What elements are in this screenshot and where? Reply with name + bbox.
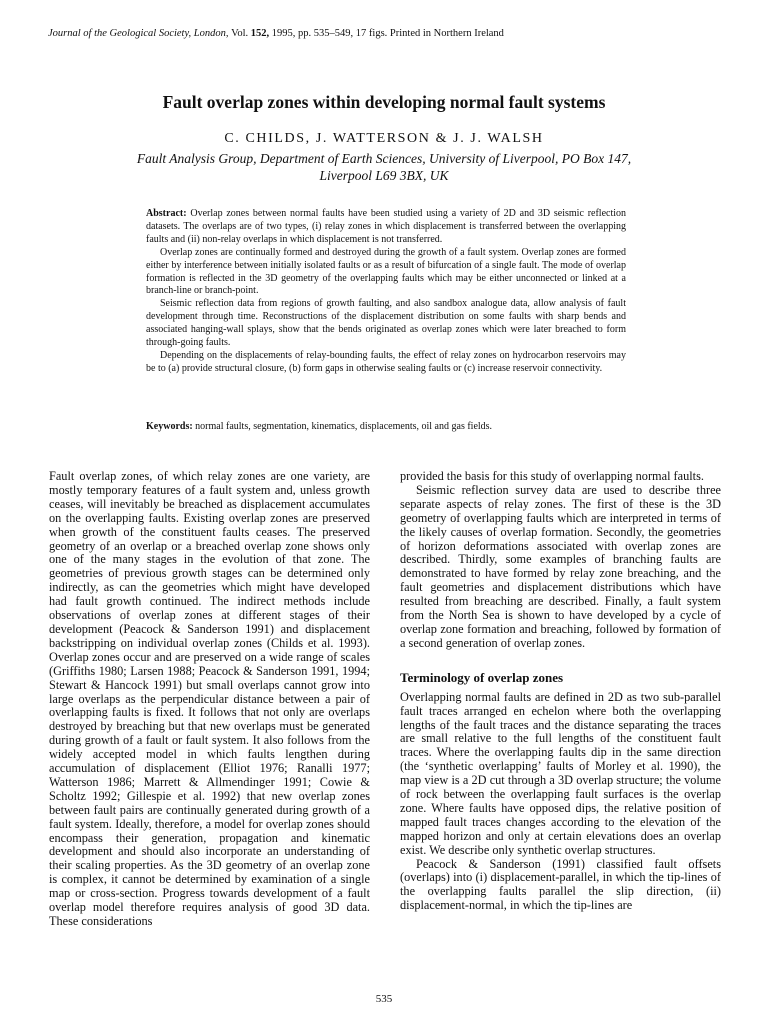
abstract-text-1: Overlap zones between normal faults have been studied using a variety of 2D and 3D seismic reflection datasets. The overlaps are of two types, (i) relay zones in which displacement is transferred between the overlapping faults and (ii) non-relay overlaps in which displacement is not transferred. bbox=[146, 208, 627, 245]
abstract-paragraph-3: Seismic reflection data from regions of growth faulting, and also sandbox analogue data, allow analysis of fault development through time. Reconstructions of the displacement distribution on some faults with sharp bends and associated hanging-wall splays, show that the bends originated as overlap zones which were later breached to form through-going faults. bbox=[146, 298, 626, 349]
terminology-paragraph-2: Peacock & Sanderson (1991) classified fault offsets (overlaps) into (i) displacement-parallel, in which the tip-lines of the overlapping faults parallel the slip direction, (ii) displacement-normal, in which the tip-lines are bbox=[400, 856, 721, 913]
abstract-label: Abstract: bbox=[146, 208, 187, 219]
affiliation-line-1: Fault Analysis Group, Department of Earth Sciences, University of Liverpool, PO Box 147, bbox=[136, 151, 632, 166]
body-column-right bbox=[400, 470, 721, 913]
keywords bbox=[146, 420, 626, 433]
abstract-paragraph-4: Depending on the displacements of relay-bounding faults, the effect of relay zones on hydrocarbon reservoirs may be to (a) provide structural closure, (b) form gaps in otherwise sealing faults or (c) increase reservoir connectivity. bbox=[146, 349, 626, 374]
keywords-label: Keywords: bbox=[146, 421, 193, 432]
keywords-text: normal faults, segmentation, kinematics, displacements, oil and gas fields. bbox=[195, 421, 493, 432]
affiliation-line-2: Liverpool L69 3BX, UK bbox=[319, 168, 449, 183]
page-number: 535 bbox=[375, 993, 393, 1005]
intro-paragraph: Fault overlap zones, of which relay zones are one variety, are mostly temporary features of a fault system and, unless growth ceases, will inevitably be breached as displacement accumulates on the overlapping faults. Existing overlap zones are preserved when growth of the constituent faults ceases. The preserved geometry of an overlap or a breached overlap zone shows only one of the many stages in the evolution of that zone. The geometries of previous growth stages can be determined only indirectly, as can the geometries which might have developed had fault growth continued. The indirect methods include observations of overlap zones at different stages of their development (Peacock & Sanderson 1991) and displacement backstripping on individual overlap zones (Childs et al. 1993). Overlap zones occur and are preserved on a wide range of scales (Griffiths 1980; Larsen 1988; Peacock & Sanderson 1991, 1994; Stewart & Hancock 1991) but small overlaps cannot grow into large overlaps as the perpendicular distance between a pair of overlapping faults is fixed. It follows that not only are overlaps destroyed by breaching but that new overlaps must be generated during growth of a fault or fault system. It also follows from the widely accepted model in which faults lengthen during accumulation of displacement (Elliot 1976; Ranalli 1977; Watterson 1986; Marrett & Allmendinger 1991; Cowie & Scholtz 1992; Gillespie et al. 1992) that new overlap zones between fault pairs are continually generated during growth of a fault system. Ideally, therefore, a model for overlap zones should encompass their generation, propagation and kinematic development and should also incorporate an understanding of their scaling properties. As the 3D geometry of an overlap zone is complex, it cannot be determined by examination of a single map or cross-section. Progress towards development of a fault overlap model therefore requires analysis of good 3D data. These considerations bbox=[49, 469, 370, 928]
author-list: C. CHILDS, J. WATTERSON & J. J. WALSH bbox=[224, 131, 544, 146]
journal-name: Journal of the Geological Society, London, bbox=[48, 28, 229, 39]
volume-number: 152, bbox=[250, 28, 270, 39]
body-column-left bbox=[49, 470, 370, 929]
section-heading: Terminology of overlap zones bbox=[400, 669, 564, 685]
affiliation bbox=[0, 150, 768, 184]
intro-continuation: provided the basis for this study of overlapping normal faults. bbox=[400, 469, 704, 483]
abstract bbox=[146, 208, 626, 376]
abstract-paragraph-1 bbox=[146, 208, 626, 247]
abstract-paragraph-2: Overlap zones are continually formed and destroyed during the growth of a fault system. Overlap zones are formed either by interference between initially isolated faults or as a result of bifurcation of a single fault. The mode of overlap formation is reflected in the 3D geometry of the overlapping faults which may be either unconnected or linked at a branch-line or branch-point. bbox=[146, 246, 626, 297]
intro-paragraph-2: Seismic reflection survey data are used to describe three separate aspects of relay zones. The first of these is the 3D geometry of overlapping faults which are interpreted in terms of the likely causes of overlap formation. Secondly, the geometries of horizon deformations associated with overlap zones are described. Thirdly, some examples of branching faults are demonstrated to have formed by relay zone breaching, and the fault geometries and displacement distributions which have resulted from breaching are described. Finally, a fault system from the North Sea is shown to have developed by a cycle of overlap zone formation and breaching, followed by formation of a second generation of overlap zones. bbox=[400, 482, 721, 650]
journal-citation bbox=[48, 28, 504, 39]
terminology-paragraph-1: Overlapping normal faults are defined in 2D as two sub-parallel fault traces arranged en echelon where both the overlapping lengths of the fault traces and the distance separating the traces are small relative to the full lengths of the constituent fault traces. Where the overlapping faults dip in the same direction (the ‘synthetic overlapping’ faults of Morley et al. 1990), the map view is a 2D cut through a 3D overlap structure; the volume of rock between the overlapping fault surfaces is the overlap zone. Where faults have opposed dips, the relative position of mapped fault traces changes according to the elevation of the mapped horizon and only at certain elevations does an overlap exist. We describe only synthetic overlap structures. bbox=[400, 689, 721, 857]
volume-prefix: Vol. bbox=[231, 28, 249, 39]
paper-title: Fault overlap zones within developing normal fault systems bbox=[162, 92, 606, 112]
publication-details: 1995, pp. 535–549, 17 figs. Printed in Northern Ireland bbox=[271, 28, 504, 39]
